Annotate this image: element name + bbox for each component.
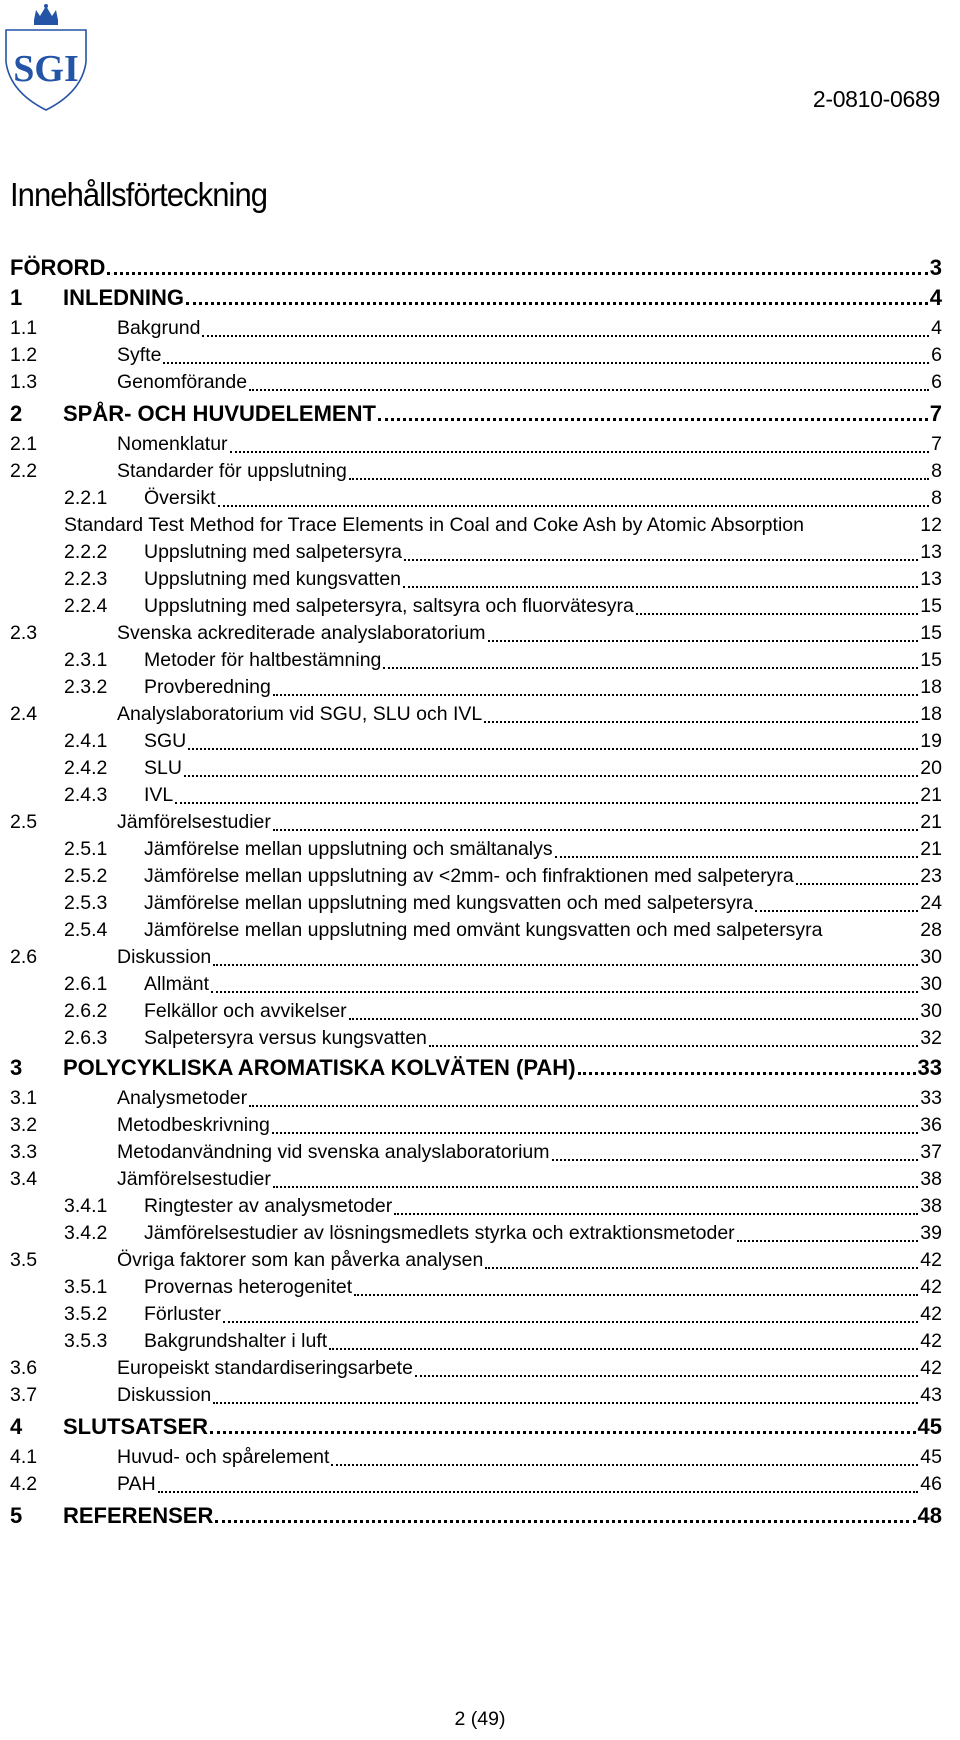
toc-entry-number: 3.4.2: [64, 1222, 108, 1244]
toc-entry-title: Metodbeskrivning: [117, 1114, 270, 1136]
toc-entry-page: 43: [920, 1384, 942, 1406]
toc-leader-dots: [349, 1018, 919, 1020]
toc-entry-page: 15: [920, 595, 942, 617]
toc-entry-title: Standard Test Method for Trace Elements in Coal and Coke Ash by Atomic Absorption: [64, 514, 804, 536]
toc-entry-title: SLUTSATSER: [63, 1414, 209, 1439]
toc-leader-dots: [218, 505, 930, 507]
toc-entry-number: 2.6.1: [64, 973, 108, 995]
toc-entry-number: 1.1: [10, 317, 38, 339]
toc-entry-page: 28: [920, 919, 942, 941]
toc-entry-title: Jämförelse mellan uppslutning med kungsvatten och med salpetersyra: [144, 892, 754, 914]
toc-entry-title: Huvud- och spårelement: [117, 1446, 330, 1468]
toc-entry-number: 2.6.2: [64, 1000, 108, 1022]
toc-entry-title: REFERENSER: [63, 1503, 214, 1528]
toc-entry-title: SGU: [144, 730, 187, 752]
toc-entry-page: 45: [917, 1414, 942, 1439]
toc-leader-dots: [213, 1402, 918, 1404]
toc-entry-page: 12: [920, 514, 942, 536]
toc-entry-title: Nomenklatur: [117, 433, 228, 455]
toc-leader-dots: [107, 272, 927, 275]
toc-entry[interactable]: [10, 784, 942, 810]
toc-entry-page: 3: [929, 255, 942, 280]
toc-entry[interactable]: [10, 919, 942, 945]
toc-entry-page: 18: [920, 676, 942, 698]
toc-entry-title: Felkällor och avvikelser: [144, 1000, 347, 1022]
toc-entry-page: 8: [931, 460, 942, 482]
toc-entry[interactable]: [10, 487, 942, 513]
toc-entry-number: 2.6.3: [64, 1027, 108, 1049]
toc-entry-page: 13: [920, 541, 942, 563]
toc-entry-title: Bakgrundshalter i luft: [144, 1330, 328, 1352]
toc-leader-dots: [403, 586, 918, 588]
toc-entry-title: Förluster: [144, 1303, 221, 1325]
toc-entry-page: 20: [920, 757, 942, 779]
toc-leader-dots: [211, 991, 918, 993]
toc-entry[interactable]: [10, 703, 942, 729]
toc-entry[interactable]: [10, 1473, 942, 1499]
toc-leader-dots: [796, 883, 919, 885]
toc-entry-number: 2.5.2: [64, 865, 108, 887]
toc-entry-title: Allmänt: [144, 973, 210, 995]
toc-entry-page: 32: [920, 1027, 942, 1049]
toc-entry[interactable]: [10, 622, 942, 648]
toc-entry[interactable]: [10, 1249, 942, 1275]
toc-leader-dots: [429, 1045, 918, 1047]
toc-leader-dots: [273, 829, 918, 831]
toc-entry-page: 18: [920, 703, 942, 725]
toc-entry-title: INLEDNING: [63, 285, 184, 310]
toc-entry-page: 42: [920, 1357, 942, 1379]
toc-entry[interactable]: [10, 344, 942, 370]
toc-entry-number: 2.2.4: [64, 595, 108, 617]
toc-entry-number: 2.2: [10, 460, 38, 482]
toc-entry-number: 3.6: [10, 1357, 38, 1379]
toc-entry[interactable]: [10, 1027, 942, 1053]
toc-entry-number: 2.5: [10, 811, 38, 833]
toc-entry-title: Diskussion: [117, 1384, 212, 1406]
toc-entry[interactable]: [10, 1087, 942, 1113]
toc-entry[interactable]: [10, 865, 942, 891]
toc-entry-number: 2.4: [10, 703, 38, 725]
toc-entry[interactable]: [10, 1055, 942, 1081]
toc-entry-page: 6: [931, 371, 942, 393]
toc-entry[interactable]: [10, 595, 942, 621]
toc-entry[interactable]: [10, 1330, 942, 1356]
toc-leader-dots: [484, 721, 918, 723]
toc-entry-page: 13: [920, 568, 942, 590]
toc-entry-title: Genomförande: [117, 371, 248, 393]
toc-entry-title: PAH: [117, 1473, 156, 1495]
toc-entry-page: 7: [929, 401, 942, 426]
toc-entry[interactable]: [10, 730, 942, 756]
toc-entry[interactable]: [10, 1446, 942, 1472]
toc-entry-number: 2: [10, 401, 23, 426]
toc-entry-number: 3.5.1: [64, 1276, 108, 1298]
toc-entry[interactable]: [10, 285, 942, 311]
toc-entry-title: Metoder för haltbestämning: [144, 649, 382, 671]
toc-entry-page: 33: [920, 1087, 942, 1109]
toc-leader-dots: [213, 964, 918, 966]
toc-entry-title: Jämförelse mellan uppslutning med omvänt kungsvatten och med salpetersyra: [144, 919, 823, 941]
toc-entry[interactable]: [10, 973, 942, 999]
toc-entry-title: Standarder för uppslutning: [117, 460, 347, 482]
toc-entry-number: 3.4.1: [64, 1195, 108, 1217]
toc-entry-page: 6: [931, 344, 942, 366]
toc-leader-dots: [415, 1375, 918, 1377]
toc-entry[interactable]: [10, 1141, 942, 1167]
toc-entry-number: 4: [10, 1414, 23, 1439]
toc-entry-number: 3.4: [10, 1168, 38, 1190]
toc-leader-dots: [329, 1348, 918, 1350]
toc-entry-title: Salpetersyra versus kungsvatten: [144, 1027, 427, 1049]
toc-entry-page: 24: [920, 892, 942, 914]
toc-entry[interactable]: [10, 757, 942, 783]
toc-entry-title: Bakgrund: [117, 317, 201, 339]
toc-leader-dots: [186, 302, 928, 305]
logo-text: SGI: [13, 48, 79, 90]
toc-leader-dots: [273, 1186, 918, 1188]
toc-entry-title: IVL: [144, 784, 174, 806]
toc-entry-number: 2.5.3: [64, 892, 108, 914]
toc-entry[interactable]: [10, 460, 942, 486]
toc-entry-number: 2.4.3: [64, 784, 108, 806]
toc-entry[interactable]: [10, 1114, 942, 1140]
toc-entry-title: Jämförelse mellan uppslutning och smältanalys: [144, 838, 553, 860]
toc-leader-dots: [175, 802, 918, 804]
toc-leader-dots: [215, 1520, 915, 1523]
toc-entry-number: 4.1: [10, 1446, 38, 1468]
toc-entry-page: 42: [920, 1303, 942, 1325]
toc-entry-title: POLYCYKLISKA AROMATISKA KOLVÄTEN (PAH): [63, 1055, 576, 1080]
toc-leader-dots: [755, 910, 918, 912]
toc-entry[interactable]: [10, 1357, 942, 1383]
toc-entry-page: 4: [931, 317, 942, 339]
toc-entry-number: 2.2.3: [64, 568, 108, 590]
toc-entry-number: 3.3: [10, 1141, 38, 1163]
toc-leader-dots: [636, 613, 918, 615]
toc-entry-title: SPÅR- OCH HUVUDELEMENT: [63, 401, 376, 426]
toc-entry[interactable]: [10, 541, 942, 567]
toc-leader-dots: [394, 1213, 918, 1215]
toc-entry-page: 38: [920, 1168, 942, 1190]
toc-leader-dots: [488, 640, 919, 642]
toc-entry-page: 19: [920, 730, 942, 752]
toc-leader-dots: [184, 775, 918, 777]
toc-entry[interactable]: [10, 946, 942, 972]
toc-entry-title: Analyslaboratorium vid SGU, SLU och IVL: [117, 703, 483, 725]
toc-entry-page: 30: [920, 973, 942, 995]
toc-entry-number: 1.3: [10, 371, 38, 393]
toc-entry[interactable]: [10, 401, 942, 427]
toc-entry-page: 30: [920, 1000, 942, 1022]
toc-entry-number: 5: [10, 1503, 23, 1528]
toc-entry-number: 3.5.3: [64, 1330, 108, 1352]
toc-entry-page: 15: [920, 622, 942, 644]
toc-entry-title: Jämförelse mellan uppslutning av <2mm- och finfraktionen med salpeteryra: [144, 865, 794, 887]
toc-leader-dots: [223, 1321, 918, 1323]
toc-entry-title: Europeiskt standardiseringsarbete: [117, 1357, 413, 1379]
toc-entry[interactable]: [10, 568, 942, 594]
document-number: 2-0810-0689: [812, 86, 940, 112]
toc-entry[interactable]: [10, 811, 942, 837]
toc-entry-number: 2.5.1: [64, 838, 108, 860]
toc-entry[interactable]: [10, 1414, 942, 1440]
sgi-logo-mark: [4, 4, 88, 112]
toc-entry-page: 39: [920, 1222, 942, 1244]
toc-entry-number: 2.3.1: [64, 649, 108, 671]
toc-entry-number: 3.2: [10, 1114, 38, 1136]
toc-leader-dots: [404, 559, 918, 561]
toc-entry-number: 3: [10, 1055, 23, 1080]
toc-entry[interactable]: [10, 1222, 942, 1248]
page-title: Innehållsförteckning: [10, 176, 268, 213]
toc-leader-dots: [210, 1431, 915, 1434]
toc-leader-dots: [485, 1267, 918, 1269]
toc-entry[interactable]: [10, 892, 942, 918]
toc-entry-title: Jämförelsestudier: [117, 811, 271, 833]
toc-entry-page: 36: [920, 1114, 942, 1136]
toc-entry-title: Analysmetoder: [117, 1087, 248, 1109]
toc-entry[interactable]: [10, 1503, 942, 1529]
toc-entry-number: 3.7: [10, 1384, 38, 1406]
toc-entry-number: 2.3.2: [64, 676, 108, 698]
toc-entry-page: 23: [920, 865, 942, 887]
toc-leader-dots: [555, 856, 919, 858]
toc-entry-page: 7: [931, 433, 942, 455]
toc-leader-dots: [202, 335, 929, 337]
toc-entry-page: 42: [920, 1330, 942, 1352]
toc-entry-page: 37: [920, 1141, 942, 1163]
toc-entry[interactable]: [10, 676, 942, 702]
toc-entry-number: 2.4.1: [64, 730, 108, 752]
toc-entry[interactable]: [10, 1195, 942, 1221]
toc-leader-dots: [552, 1159, 919, 1161]
toc-entry-page: 8: [931, 487, 942, 509]
toc-entry-number: 2.6: [10, 946, 38, 968]
toc-leader-dots: [349, 478, 929, 480]
toc-entry[interactable]: [10, 1384, 942, 1410]
toc-entry-title: Syfte: [117, 344, 162, 366]
toc-entry-page: 33: [917, 1055, 942, 1080]
toc-entry-page: 21: [920, 811, 942, 833]
toc-entry-page: 38: [920, 1195, 942, 1217]
toc-leader-dots: [331, 1464, 918, 1466]
toc-entry-number: 3.5.2: [64, 1303, 108, 1325]
toc-leader-dots: [249, 1105, 918, 1107]
toc-leader-dots: [272, 1132, 918, 1134]
toc-entry[interactable]: [10, 1303, 942, 1329]
toc-entry[interactable]: [10, 1276, 942, 1302]
toc-entry[interactable]: [10, 1000, 942, 1026]
toc-entry-page: 42: [920, 1249, 942, 1271]
toc-entry[interactable]: [10, 255, 942, 281]
page-number: 2 (49): [454, 1708, 506, 1730]
toc-entry-number: 3.1: [10, 1087, 38, 1109]
toc-entry[interactable]: [10, 371, 942, 397]
toc-leader-dots: [578, 1072, 916, 1075]
toc-entry-page: 45: [920, 1446, 942, 1468]
sgi-logo: [4, 4, 88, 112]
toc-entry-title: Metodanvändning vid svenska analyslaboratorium: [117, 1141, 550, 1163]
toc-leader-dots: [230, 451, 930, 453]
toc-entry-title: Uppslutning med salpetersyra, saltsyra och fluorvätesyra: [144, 595, 634, 617]
toc-leader-dots: [163, 362, 929, 364]
toc-entry-title: SLU: [144, 757, 182, 779]
toc-leader-dots: [737, 1240, 919, 1242]
toc-leader-dots: [383, 667, 918, 669]
toc-entry[interactable]: [10, 649, 942, 675]
toc-entry-page: 30: [920, 946, 942, 968]
toc-entry-title: Jämförelsestudier: [117, 1168, 271, 1190]
toc-leader-dots: [188, 748, 918, 750]
toc-entry-title: Uppslutning med kungsvatten: [144, 568, 401, 590]
toc-entry-title: Översikt: [144, 487, 216, 509]
toc-leader-dots: [354, 1294, 918, 1296]
toc-entry-number: 2.2.2: [64, 541, 108, 563]
toc-entry-title: FÖRORD: [10, 255, 106, 280]
toc-entry-number: 3.5: [10, 1249, 38, 1271]
toc-entry-number: 2.2.1: [64, 487, 108, 509]
toc-entry-number: 2.5.4: [64, 919, 108, 941]
toc-entry-number: 1.2: [10, 344, 38, 366]
toc-entry[interactable]: [10, 1168, 942, 1194]
toc-entry-title: Uppslutning med salpetersyra: [144, 541, 402, 563]
toc-entry-title: Provberedning: [144, 676, 271, 698]
toc-entry-page: 4: [929, 285, 942, 310]
toc-entry-title: Jämförelsestudier av lösningsmedlets styrka och extraktionsmetoder: [144, 1222, 735, 1244]
toc-entry-title: Övriga faktorer som kan påverka analysen: [117, 1249, 484, 1271]
toc-leader-dots: [249, 389, 929, 391]
toc-entry-page: 21: [920, 784, 942, 806]
toc-entry-title: Diskussion: [117, 946, 212, 968]
toc-entry[interactable]: [10, 433, 942, 459]
toc-entry-number: 1: [10, 285, 23, 310]
toc-entry-number: 2.3: [10, 622, 38, 644]
toc-entry[interactable]: [10, 838, 942, 864]
toc-entry-page: 48: [917, 1503, 942, 1528]
toc-leader-dots: [273, 694, 918, 696]
toc-leader-dots: [158, 1491, 919, 1493]
toc-entry-title: Svenska ackrediterade analyslaboratorium: [117, 622, 486, 644]
toc-entry-page: 42: [920, 1276, 942, 1298]
toc-entry[interactable]: [10, 317, 942, 343]
toc-entry-page: 15: [920, 649, 942, 671]
toc-entry-number: 2.1: [10, 433, 38, 455]
toc-leader-dots: [378, 418, 928, 421]
toc-entry-page: 46: [920, 1473, 942, 1495]
toc-entry[interactable]: [10, 514, 942, 540]
toc-entry-title: Provernas heterogenitet: [144, 1276, 353, 1298]
toc-entry-page: 21: [920, 838, 942, 860]
toc-entry-title: Ringtester av analysmetoder: [144, 1195, 393, 1217]
toc-entry-number: 4.2: [10, 1473, 38, 1495]
toc-entry-number: 2.4.2: [64, 757, 108, 779]
